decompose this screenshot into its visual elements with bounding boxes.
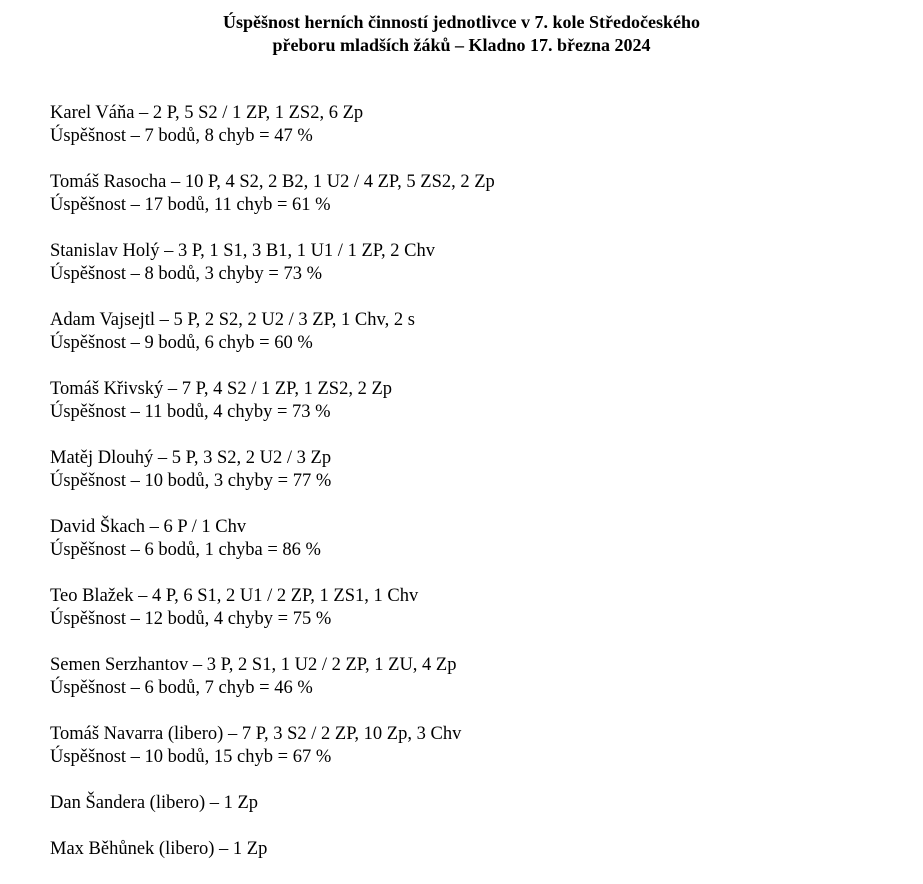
player-entry bbox=[50, 585, 910, 654]
player-entry bbox=[50, 723, 910, 792]
player-stats-line: Stanislav Holý – 3 P, 1 S1, 3 B1, 1 U1 / 1 ZP, 2 Chv bbox=[50, 241, 435, 261]
player-stats-line: David Škach – 6 P / 1 Chv bbox=[50, 517, 247, 537]
player-stats-line: Teo Blažek – 4 P, 6 S1, 2 U1 / 2 ZP, 1 ZS1, 1 Chv bbox=[50, 586, 419, 606]
player-success-line: Úspěšnost – 11 bodů, 4 chyby = 73 % bbox=[50, 402, 331, 422]
player-stats-line: Semen Serzhantov – 3 P, 2 S1, 1 U2 / 2 ZP, 1 ZU, 4 Zp bbox=[50, 655, 457, 675]
player-stats-line: Dan Šandera (libero) – 1 Zp bbox=[50, 793, 259, 813]
player-entry bbox=[50, 378, 910, 447]
player-entry bbox=[50, 838, 910, 884]
player-stats-line: Karel Váňa – 2 P, 5 S2 / 1 ZP, 1 ZS2, 6 Zp bbox=[50, 103, 364, 123]
player-stats-line: Tomáš Navarra (libero) – 7 P, 3 S2 / 2 ZP, 10 Zp, 3 Chv bbox=[50, 724, 462, 744]
player-success-line: Úspěšnost – 12 bodů, 4 chyby = 75 % bbox=[50, 609, 332, 629]
player-stats-line: Adam Vajsejtl – 5 P, 2 S2, 2 U2 / 3 ZP, 1 Chv, 2 s bbox=[50, 310, 415, 330]
player-success-line: Úspěšnost – 17 bodů, 11 chyb = 61 % bbox=[50, 195, 331, 215]
document-title bbox=[0, 11, 923, 57]
player-success-line: Úspěšnost – 6 bodů, 7 chyb = 46 % bbox=[50, 678, 313, 698]
player-stats-line: Matěj Dlouhý – 5 P, 3 S2, 2 U2 / 3 Zp bbox=[50, 448, 332, 468]
player-success-line: Úspěšnost – 10 bodů, 15 chyb = 67 % bbox=[50, 747, 332, 767]
player-entry bbox=[50, 240, 910, 309]
player-entry bbox=[50, 309, 910, 378]
player-success-line: Úspěšnost – 8 bodů, 3 chyby = 73 % bbox=[50, 264, 322, 284]
player-stats-line: Tomáš Křivský – 7 P, 4 S2 / 1 ZP, 1 ZS2, 2 Zp bbox=[50, 379, 393, 399]
title-line-1: Úspěšnost herních činností jednotlivce v 7. kole Středočeského bbox=[223, 12, 700, 32]
player-stats-line: Tomáš Rasocha – 10 P, 4 S2, 2 B2, 1 U2 / 4 ZP, 5 ZS2, 2 Zp bbox=[50, 172, 495, 192]
player-entry bbox=[50, 102, 910, 171]
player-success-line: Úspěšnost – 10 bodů, 3 chyby = 77 % bbox=[50, 471, 332, 491]
player-success-line: Úspěšnost – 7 bodů, 8 chyb = 47 % bbox=[50, 126, 313, 146]
player-entry bbox=[50, 516, 910, 585]
player-list bbox=[50, 102, 910, 884]
player-entry bbox=[50, 654, 910, 723]
player-success-line: Úspěšnost – 6 bodů, 1 chyba = 86 % bbox=[50, 540, 321, 560]
player-entry bbox=[50, 792, 910, 838]
title-line-2: přeboru mladších žáků – Kladno 17. března 2024 bbox=[272, 35, 651, 55]
player-success-line: Úspěšnost – 9 bodů, 6 chyb = 60 % bbox=[50, 333, 313, 353]
player-entry bbox=[50, 447, 910, 516]
player-entry bbox=[50, 171, 910, 240]
player-stats-line: Max Běhůnek (libero) – 1 Zp bbox=[50, 839, 268, 859]
